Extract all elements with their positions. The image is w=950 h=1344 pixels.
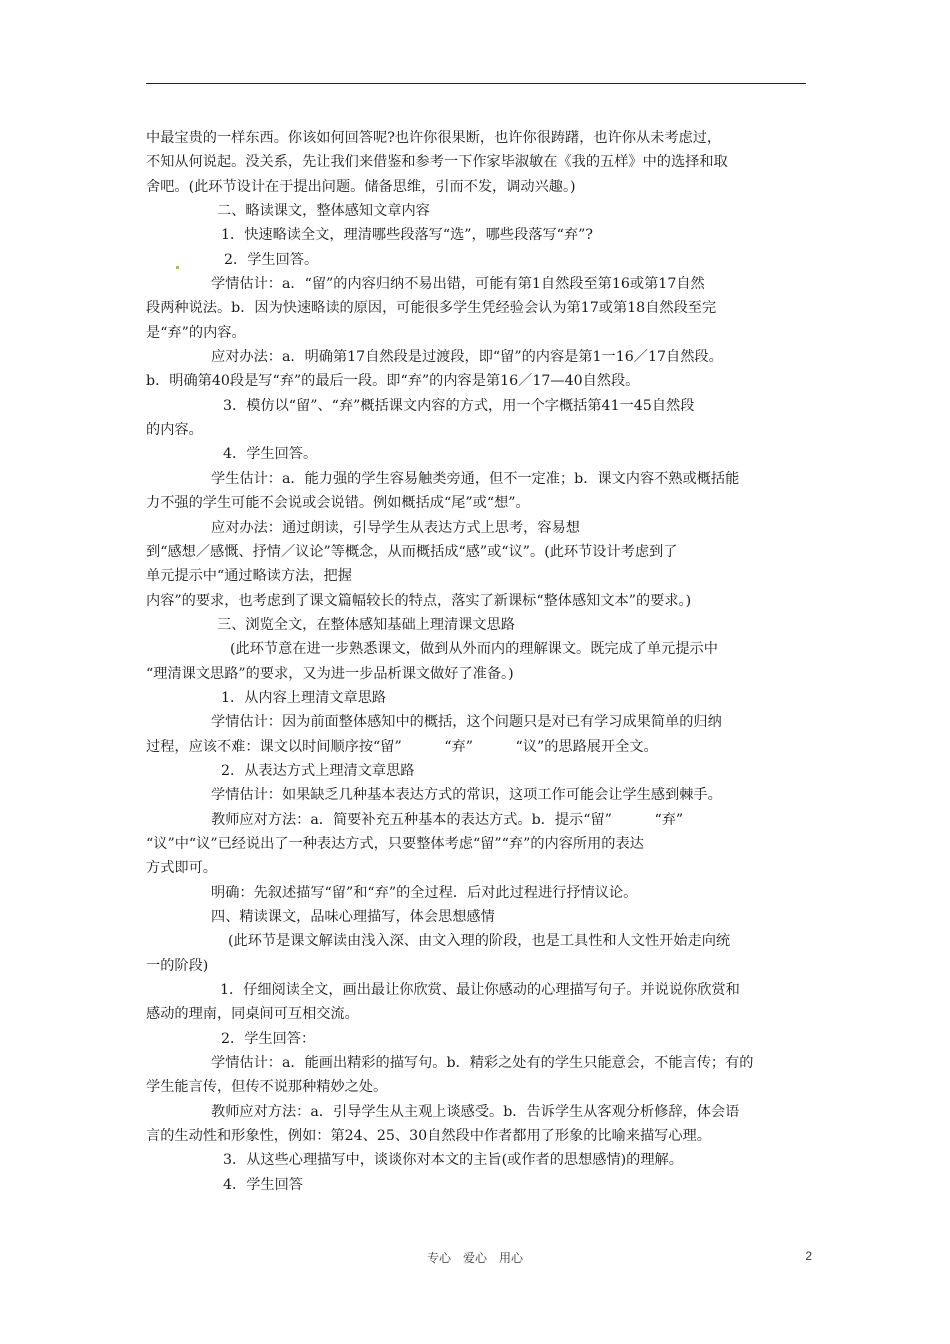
text-line: 内容”的要求，也考虑到了课文篇幅较长的特点，落实了新课标“整体感知文本”的要求。) (146, 592, 692, 609)
text-line: 3．模仿以“留”、“弃”概括课文内容的方式，用一个字概括第41一45自然段 (223, 397, 695, 414)
text-line: 应对办法：a．明确第17自然段是过渡段，即“留”的内容是第1一16／17自然段。 (211, 349, 723, 366)
text-line: 的内容。 (146, 422, 203, 439)
text-line: 2．从表达方式上理清文章思路 (221, 762, 415, 779)
text-line: 3．从这些心理描写中，谈谈你对本文的主旨(或作者的思想感情)的理解。 (223, 1152, 683, 1169)
text-line: 感动的理南，同桌间可互相交流。 (146, 1006, 359, 1023)
text-line: 1．从内容上理清文章思路 (221, 689, 387, 706)
text-line: 学情估计：如果缺乏几种基本表达方式的常识，这项工作可能会让学生感到棘手。 (211, 787, 722, 804)
text-line: 力不强的学生可能不会说或会说错。例如概括成“尾”或“想”。 (146, 495, 530, 512)
text-line: b．明确第40段是写“弃”的最后一段。即“弃”的内容是第16／17—40自然段。 (146, 373, 640, 390)
text-line: “议”中“议”已经说出了一种表达方式，只要整体考虑“留”“弃”的内容所用的表达 (146, 835, 644, 852)
text-line: 4．学生回答 (223, 1176, 303, 1193)
text-line: 舍吧。(此环节设计在于提出问题。储备思维，引而不发，调动兴趣。) (146, 178, 576, 195)
text-line: 中最宝贵的一样东西。你该如何回答呢?也许你很果断，也许你很踌躇，也许你从未考虑过， (146, 130, 722, 146)
page-number: 2 (805, 1249, 812, 1263)
text-line: 不知从何说起。没关系，先让我们来借鉴和参考一下作家毕淑敏在《我的五样》中的选择和取 (146, 154, 728, 171)
text-line: 应对办法：通过朗读，引导学生从表达方式上思考，容易想 (211, 519, 580, 536)
text-line: 方式即可。 (146, 860, 217, 877)
footer-slogan: 专心 爱心 用心 (426, 1251, 523, 1265)
text-line: “理清课文思路”的要求，又为进一步品析课文做好了准备。) (146, 665, 514, 682)
text-line: 2．学生回答。 (224, 251, 319, 268)
section-heading: 三、浏览全文，在整体感知基础上理清课文思路 (217, 616, 515, 633)
text-line: 是“弃”的内容。 (146, 324, 246, 341)
text-line: 2．学生回答： (221, 1030, 316, 1047)
text-line: 教师应对方法：a．简要补充五种基本的表达方式。b．提示“留” “弃” (211, 811, 684, 828)
text-line: 学情估计：a．能画出精彩的描写句。b．精彩之处有的学生只能意会，不能言传；有的 (211, 1055, 754, 1072)
text-line: 学生估计：a．能力强的学生容易触类旁通，但不一定准；b．课文内容不熟或概括能 (211, 470, 740, 487)
text-line: (此环节是课文解读由浅入深、由文入理的阶段，也是工具性和人文性开始走向统 (228, 933, 731, 950)
text-line: 段两种说法。b．因为快速略读的原因，可能很多学生凭经验会认为第17或第18自然段至完 (146, 300, 717, 317)
text-line: 过程，应该不难：课文以时间顺序按“留” “弃” “议”的思路展开全文。 (146, 738, 658, 755)
section-heading: 四、精读课文，品味心理描写，体会思想感情 (211, 909, 495, 925)
text-line: 学生能言传，但传不说那种精妙之处。 (146, 1079, 388, 1096)
text-line: 学情估计：a．“留”的内容归纳不易出错，可能有第1自然段至第16或第17自然 (211, 276, 705, 293)
text-line: (此环节意在进一步熟悉课文，做到从外而内的理解课文。既完成了单元提示中 (230, 641, 718, 658)
text-line: 单元提示中“通过略读方法，把握 (146, 568, 352, 585)
page-body (146, 126, 806, 1197)
text-line: 一的阶段) (146, 957, 209, 974)
text-line: 1．快速略读全文，理清哪些段落写“选”，哪些段落写“弃”? (221, 227, 593, 244)
text-line: 学情估计：因为前面整体感知中的概括，这个问题只是对已有学习成果简单的归纳 (211, 714, 722, 731)
text-line: 1．仔细阅读全文，画出最让你欣赏、最让你感动的心理描写句子。并说说你欣赏和 (220, 982, 740, 999)
header-rule (146, 83, 806, 84)
text-line: 教师应对方法：a．引导学生从主观上谈感受。b．告诉学生从客观分析修辞，体会语 (211, 1103, 740, 1120)
text-line: 言的生动性和形象性，例如：第24、25、30自然段中作者都用了形象的比喻来描写心理。 (146, 1128, 711, 1145)
text-line: 明确：先叙述描写“留”和“弃”的全过程．后对此过程进行抒情议论。 (211, 884, 638, 901)
text-line: 4．学生回答。 (223, 446, 318, 463)
text-line: 到“感想／感慨、抒情／议论”等概念，从而概括成“感”或“议”。(此环节设计考虑到了 (146, 543, 678, 560)
section-heading: 二、略读课文，整体感知文章内容 (217, 203, 430, 220)
